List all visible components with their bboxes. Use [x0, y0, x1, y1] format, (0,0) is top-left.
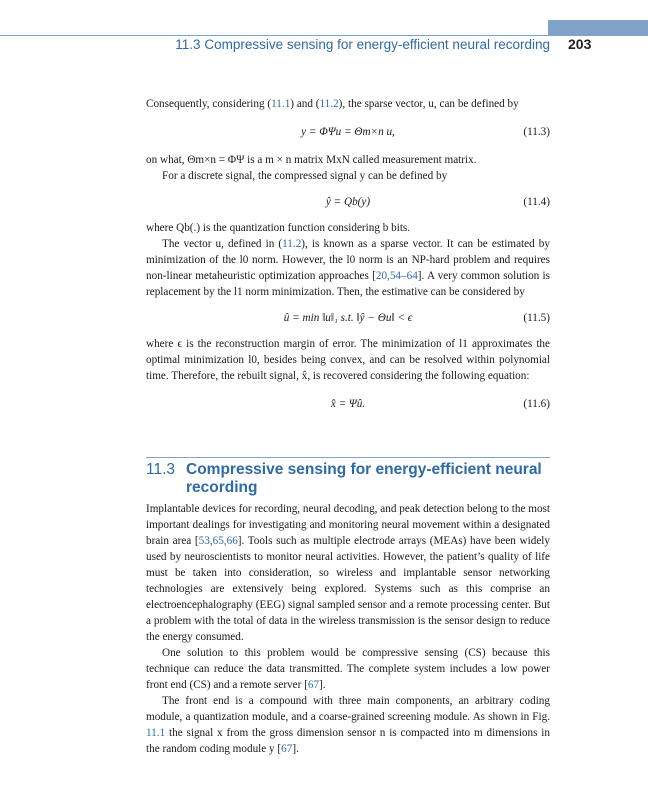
citation-link[interactable]: 67: [281, 743, 293, 755]
citation-link[interactable]: 20,54–64: [375, 270, 418, 282]
equation-expression: û = min ‖u‖₁ s.t. ‖ŷ − Θu‖ < ϵ: [283, 312, 413, 324]
equation-11-6: [146, 396, 550, 412]
section-heading: [146, 461, 550, 497]
paragraph-2: on what, Θm×n = ΦΨ is a m × n matrix MxN called measurement matrix.: [146, 154, 477, 166]
section-number: 11.3: [146, 461, 176, 478]
equation-11-3: [146, 124, 550, 140]
running-head: 11.3 Compressive sensing for energy-efficient neural recording: [175, 37, 550, 52]
paragraph-4: where Qb(.) is the quantization function considering b bits.: [146, 222, 411, 234]
citation-link[interactable]: 53,65,66: [198, 535, 238, 547]
header-rule: [0, 35, 648, 36]
equation-ref-11-1[interactable]: 11.1: [271, 98, 291, 110]
equation-number: (11.5): [523, 312, 550, 324]
paragraph-8: One solution to this problem would be compressive sensing (CS) because this technique can reduce the data transmitted. The complete system includes a low power front end (CS) and a remote server [67].: [146, 647, 550, 691]
paragraph-9: The front end is a compound with three main components, an arbitrary coding module, a quantization module, and a coarse-grained screening module. As shown in Fig. 11.1 the signal x from the gross dimension sensor n is compacted into m dimensions in the random coding module y [67].: [146, 695, 550, 755]
paragraph-6: where ϵ is the reconstruction margin of error. The minimization of l1 approximates the optimal minimization l0, besides being convex, and can be resolved within polynomial time. Therefore, the rebuilt signal, x̂, is recovered considering the following equation:: [146, 338, 550, 382]
body-text-section: [146, 501, 550, 757]
section-rule: [146, 457, 550, 458]
header-accent-band: [548, 20, 648, 35]
equation-expression: x̂ = Ψû.: [330, 398, 366, 410]
section-title: Compressive sensing for energy-efficient neural recording: [186, 461, 542, 496]
paragraph-3: For a discrete signal, the compressed signal y can be defined by: [162, 170, 448, 182]
page-number: 203: [568, 36, 592, 52]
paragraph-7: Implantable devices for recording, neural decoding, and peak detection belong to the most important dealings for investigating and monitoring neural movement within a designated brain area [53,65,66]. Tools such as multiple electrode arrays (MEAs) have been widely used by neuroscientists to monitor neural activities. However, the patient’s quality of life must be taken into consideration, so wireless and implantable sensor networking technologies are extensively being explored. Systems such as this comprise an electroencephalography (EEG) signal sampled sensor and a remote processing center. But a problem with the total of data in the wireless transmission is the sensor design to reduce the energy consumed.: [146, 503, 550, 643]
equation-number: (11.3): [523, 126, 550, 138]
equation-number: (11.6): [523, 398, 550, 410]
figure-ref-11-1[interactable]: 11.1: [146, 727, 166, 739]
equation-ref-11-2[interactable]: 11.2: [319, 98, 339, 110]
paragraph-1: Consequently, considering (11.1) and (11.2), the sparse vector, u, can be defined by: [146, 98, 519, 110]
equation-ref-11-2[interactable]: 11.2: [282, 238, 302, 250]
paragraph-5: The vector u, defined in (11.2), is known as a sparse vector. It can be estimated by minimization of the l0 norm. However, the l0 norm is an NP-hard problem and requires non-linear metaheuristic optimization approaches [20,54–64]. A very common solution is replacement by the l1 norm minimization. Then, the estimative can be considered by: [146, 238, 550, 298]
citation-link[interactable]: 67: [307, 679, 320, 691]
equation-number: (11.4): [523, 196, 550, 208]
equation-11-4: [146, 194, 550, 210]
body-text-top: [146, 96, 550, 424]
equation-expression: y = ΦΨu = Θm×n u,: [301, 126, 395, 138]
equation-11-5: [146, 310, 550, 326]
equation-expression: ŷ = Qb(y): [325, 196, 371, 208]
